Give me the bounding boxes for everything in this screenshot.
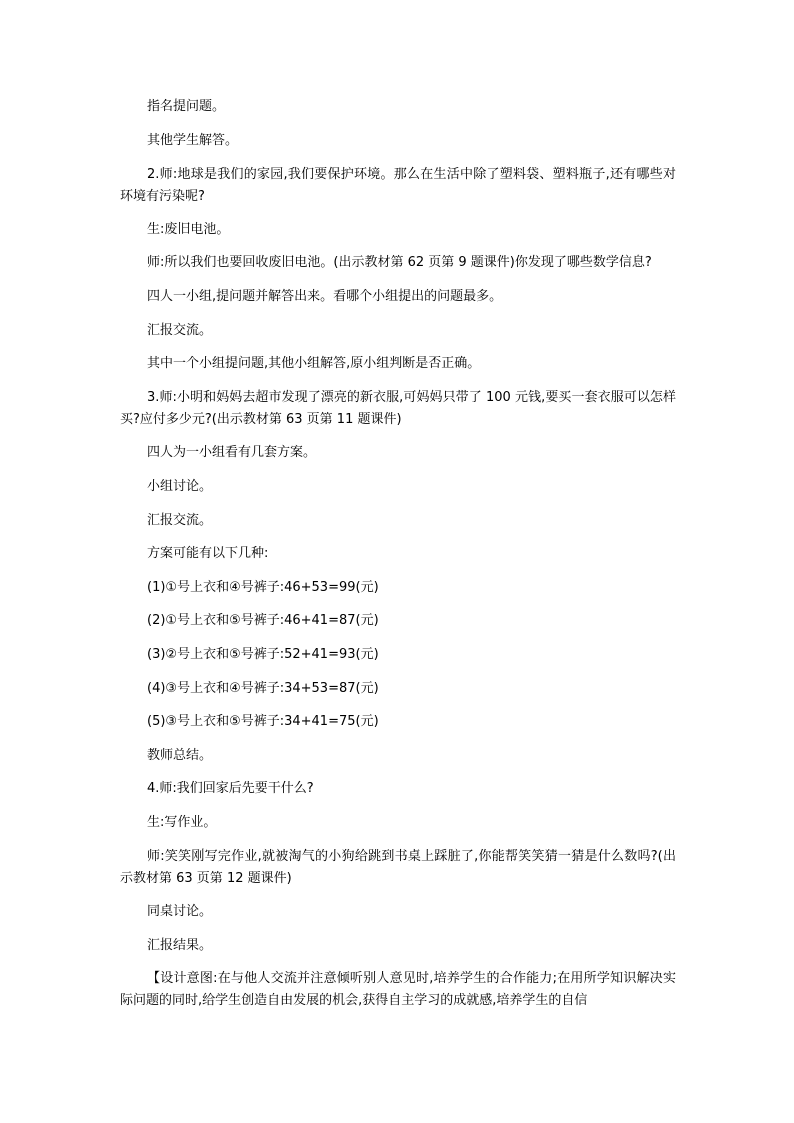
- paragraph: 方案可能有以下几种:: [147, 546, 269, 561]
- paragraph: 教师总结。: [147, 748, 213, 763]
- paragraph: 生:写作业。: [147, 815, 217, 830]
- list-item: (4)③号上衣和④号裤子:34+53=87(元): [147, 681, 379, 696]
- design-intent-paragraph: 【设计意图:在与他人交流并注意倾听别人意见时,培养学生的合作能力;在用所学知识解决实际问题的同时,给学生创造自由发展的机会,获得自主学习的成就感,培养学生的自信: [120, 971, 676, 1008]
- paragraph: 生:废旧电池。: [147, 222, 230, 237]
- paragraph: 汇报交流。: [147, 323, 213, 338]
- paragraph: 同桌讨论。: [147, 904, 213, 919]
- paragraph: 指名提问题。: [147, 99, 226, 114]
- list-item: (2)①号上衣和⑤号裤子:46+41=87(元): [147, 613, 379, 628]
- paragraph: 四人为一小组看有几套方案。: [147, 445, 317, 460]
- paragraph: 2.师:地球是我们的家园,我们要保护环境。那么在生活中除了塑料袋、塑料瓶子,还有哪些对环境有污染呢?: [120, 167, 676, 204]
- paragraph: 小组讨论。: [147, 479, 213, 494]
- paragraph: 汇报交流。: [147, 513, 213, 528]
- paragraph: 4.师:我们回家后先要干什么?: [147, 781, 314, 796]
- paragraph: 师:笑笑刚写完作业,就被淘气的小狗给跳到书桌上踩脏了,你能帮笑笑猜一猜是什么数吗?(出示教材第 63 页第 12 题课件): [120, 849, 676, 886]
- paragraph: 其他学生解答。: [147, 133, 239, 148]
- list-item: (1)①号上衣和④号裤子:46+53=99(元): [147, 580, 379, 595]
- paragraph: 汇报结果。: [147, 938, 213, 953]
- paragraph: 其中一个小组提问题,其他小组解答,原小组判断是否正确。: [147, 356, 481, 371]
- paragraph: 3.师:小明和妈妈去超市发现了漂亮的新衣服,可妈妈只带了 100 元钱,要买一套衣服可以怎样买?应付多少元?(出示教材第 63 页第 11 题课件): [120, 390, 676, 427]
- list-item: (3)②号上衣和⑤号裤子:52+41=93(元): [147, 647, 379, 662]
- list-item: (5)③号上衣和⑤号裤子:34+41=75(元): [147, 714, 379, 729]
- paragraph: 四人一小组,提问题并解答出来。看哪个小组提出的问题最多。: [147, 289, 503, 304]
- paragraph: 师:所以我们也要回收废旧电池。(出示教材第 62 页第 9 题课件)你发现了哪些数学信息?: [147, 255, 652, 270]
